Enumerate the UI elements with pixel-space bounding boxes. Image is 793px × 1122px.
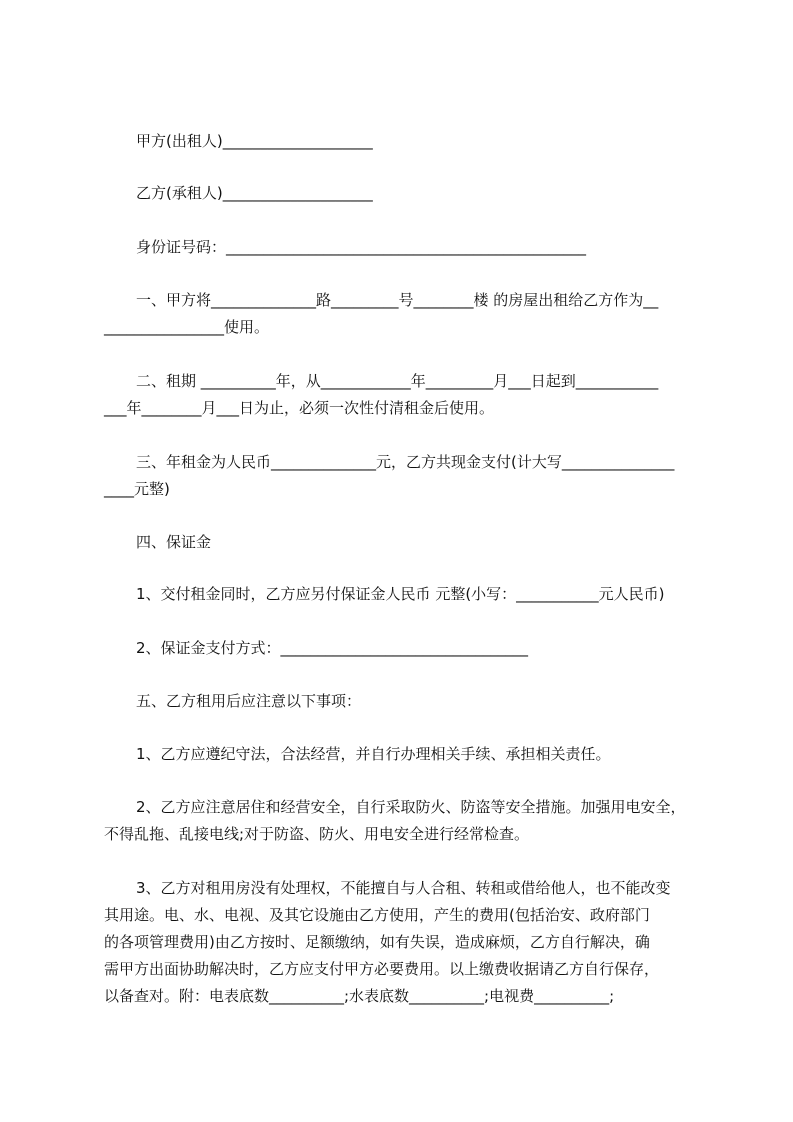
clause-2-line-1: 二、租期 __________年，从____________年_________月___日起到___________ xyxy=(136,372,659,390)
clause-5-item-3-line-4: 需甲方出面协助解决时，乙方应支付甲方必要费用。以上缴费收据请乙方自行保存， xyxy=(104,960,660,978)
party-b-line: 乙方(承租人)____________________ xyxy=(136,184,373,202)
clause-4-title: 四、保证金 xyxy=(136,533,212,551)
clause-3-line-1: 三、年租金为人民币______________元，乙方共现金支付(计大写_______________ xyxy=(136,453,675,471)
clause-5-item-3-line-3: 的各项管理费用)由乙方按时、足额缴纳，如有失误，造成麻烦，乙方自行解决，确 xyxy=(104,933,650,951)
clause-3-line-2: ____元整) xyxy=(104,480,170,498)
clause-5-item-2-line-2: 不得乱拖、乱接电线;对于防盗、防火、用电安全进行经常检查。 xyxy=(104,825,530,843)
clause-1-line-2: ________________使用。 xyxy=(104,318,270,336)
clause-5-item-3-line-1: 3、乙方对租用房没有处理权，不能擅自与人合租、转租或借给他人，也不能改变 xyxy=(136,879,671,897)
clause-5-title: 五、乙方租用后应注意以下事项： xyxy=(136,692,362,710)
clause-4-item-1: 1、交付租金同时，乙方应另付保证金人民币 元整(小写：___________元人民币) xyxy=(136,585,665,603)
clause-5-item-3-line-2: 其用途。电、水、电视、及其它设施由乙方使用，产生的费用(包括治安、政府部门 xyxy=(104,906,650,924)
clause-5-item-1: 1、乙方应遵纪守法，合法经营，并自行办理相关手续、承担相关责任。 xyxy=(136,745,611,763)
clause-5-item-2-line-1: 2、乙方应注意居住和经营安全，自行采取防火、防盗等安全措施。加强用电安全， xyxy=(136,798,686,816)
clause-2-line-2: ___年________月___日为止，必须一次性付清租金后使用。 xyxy=(104,399,495,417)
clause-5-item-3-line-5: 以备查对。附：电表底数__________;水表底数__________;电视费__________; xyxy=(104,987,615,1005)
clause-4-item-2: 2、保证金支付方式：_________________________________ xyxy=(136,639,529,657)
party-a-line: 甲方(出租人)____________________ xyxy=(136,132,373,150)
clause-1-line-1: 一、甲方将______________路_________号________楼 的房屋出租给乙方作为__ xyxy=(136,291,659,309)
id-number-line: 身份证号码：________________________________________________ xyxy=(136,238,587,256)
